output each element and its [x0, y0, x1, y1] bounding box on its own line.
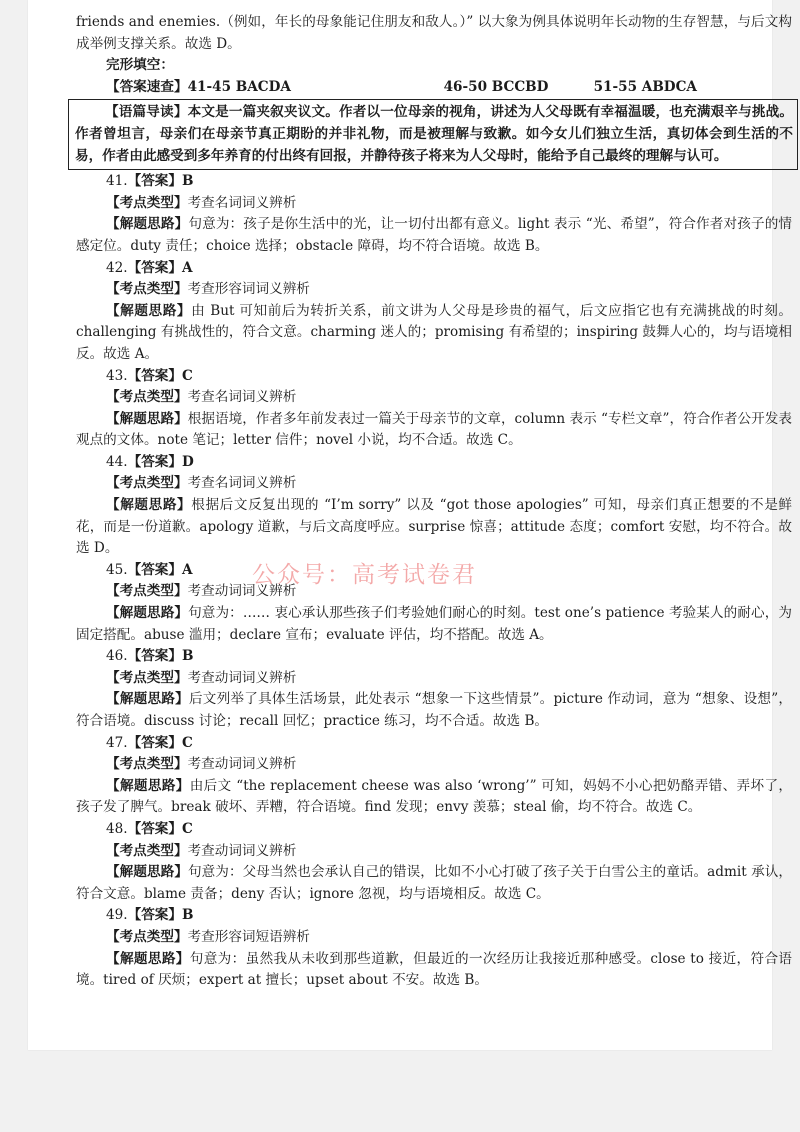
question-type-line: [76, 841, 792, 863]
answer-key-41-45: 41-45 BACDA: [187, 78, 291, 95]
answer-quick-check: [106, 77, 792, 99]
question-type-label: 【考点类型】: [106, 475, 188, 492]
approach-text: 由 But 可知前后为转折关系，前文讲为人父母是珍贵的福气，后文应指它也有充满挑战的时刻。challenging 有挑战性的，符合文意。charming 迷人的；promising 有希望的；inspiring 鼓舞人心的，均与语境相反。故选 A。: [76, 302, 792, 362]
approach-paragraph: [76, 495, 792, 560]
answer-label: 【答案】: [127, 907, 182, 924]
answer-label: 【答案】: [127, 648, 182, 665]
question-type: 考查形容词词义辨析: [187, 281, 310, 298]
approach-paragraph: [76, 949, 792, 992]
answer-line: [76, 819, 792, 841]
question-type-line: [76, 193, 792, 215]
answer-value: A: [182, 561, 193, 578]
document-page: [28, 0, 794, 1050]
approach-paragraph: [76, 409, 792, 452]
question-number: 43.: [106, 367, 128, 384]
answer-line: [76, 258, 792, 280]
question-item: [76, 258, 792, 366]
answer-line: [76, 366, 792, 388]
section-title: 完形填空：: [106, 57, 174, 74]
approach-label: 【解题思路】: [106, 691, 189, 708]
answer-line: [76, 171, 792, 193]
question-type-label: 【考点类型】: [106, 842, 188, 859]
answer-value: A: [182, 259, 193, 276]
answer-key-46-50: 46-50 BCCBD: [443, 78, 549, 95]
question-type-label: 【考点类型】: [106, 669, 188, 686]
watermark: 公众号：高考试卷君: [252, 562, 477, 588]
question-type-line: [76, 927, 792, 949]
answer-label: 【答案】: [127, 734, 182, 751]
question-type-label: 【考点类型】: [106, 389, 188, 406]
answer-line: [76, 733, 792, 755]
question-type: 考查名词词义辨析: [187, 194, 297, 211]
answer-label: 【答案】: [127, 820, 182, 837]
approach-label: 【解题思路】: [106, 864, 188, 881]
approach-label: 【解题思路】: [106, 950, 190, 967]
answer-value: B: [182, 648, 194, 665]
question-type: 考查名词词义辨析: [187, 389, 297, 406]
question-type-label: 【考点类型】: [106, 281, 188, 298]
question-type-label: 【考点类型】: [106, 756, 188, 773]
approach-label: 【解题思路】: [106, 497, 192, 514]
answer-value: B: [182, 173, 194, 190]
approach-text: 由后文 “the replacement cheese was also ‘wrong’” 可知，妈妈不小心把奶酪弄错、弄坏了，孩子发了脾气。break 破坏、弄糟，符合语境。find 发现；envy 羡慕；steal 偷，均不符合。故选 C。: [76, 777, 793, 816]
question-item: [76, 733, 792, 819]
passage-guide-box: [68, 99, 798, 170]
approach-text: 句意为：孩子是你生活中的光，让一切付出都有意义。light 表示 “光、希望”，符合作者对孩子的情感定位。duty 责任；choice 选择；obstacle 障碍，均不符合语境。故选 B。: [76, 216, 793, 254]
approach-text: 后文列举了具体生活场景，此处表示 “想象一下这些情景”。picture 作动词，意为 “想象、设想”，符合语境。discuss 讨论；recall 回忆；practice 练习，均不合适。故选 B。: [76, 691, 793, 729]
approach-label: 【解题思路】: [106, 216, 189, 233]
answer-key-51-55: 51-55 ABDCA: [593, 78, 697, 95]
approach-label: 【解题思路】: [106, 302, 192, 319]
answer-line: [76, 905, 792, 927]
answer-quick-check-label: 【答案速查】: [106, 78, 188, 95]
question-item: [76, 819, 792, 905]
question-type-line: [76, 754, 792, 776]
question-number: 45.: [106, 561, 128, 578]
passage-guide-text: 本文是一篇夹叙夹议文。作者以一位母亲的视角，讲述为人父母既有幸福温暖，也充满艰辛与挑战。作者曾坦言，母亲们在母亲节真正期盼的并非礼物，而是被理解与致歉。如今女儿们独立生活，真切体会到生活的不易，作者由此感受到多年养育的付出终有回报，并静待孩子将来为人父母时，能给予自己最终的理解与认可。: [75, 104, 794, 164]
answer-value: C: [182, 367, 193, 384]
approach-label: 【解题思路】: [106, 410, 188, 427]
question-number: 47.: [106, 734, 128, 751]
question-item: [76, 646, 792, 732]
answer-value: B: [182, 907, 194, 924]
document-content: [76, 12, 792, 992]
question-number: 49.: [106, 907, 128, 924]
question-item: [76, 171, 792, 257]
approach-text: 句意为：父母当然也会承认自己的错误，比如不小心打破了孩子关于白雪公主的童话。admit 承认，符合文意。blame 责备；deny 否认；ignore 忽视，均与语境相反。故选 C。: [76, 864, 793, 902]
answer-value: C: [182, 820, 193, 837]
approach-paragraph: [76, 689, 792, 732]
question-type: 考查动词词义辨析: [187, 669, 297, 686]
passage-guide-label: 【语篇导读】: [105, 104, 188, 121]
answer-value: C: [182, 734, 193, 751]
question-type-label: 【考点类型】: [106, 194, 188, 211]
approach-label: 【解题思路】: [106, 605, 189, 622]
question-number: 44.: [106, 453, 128, 470]
question-type-line: [76, 279, 792, 301]
question-number: 46.: [106, 648, 128, 665]
question-type-label: 【考点类型】: [106, 583, 188, 600]
question-type: 考查形容词短语辨析: [187, 928, 310, 945]
intro-paragraph: friends and enemies.（例如，年长的母象能记住朋友和敌人。）” 以大象为例具体说明年长动物的生存智慧，与后文构成举例支撑关系。故选 D。: [76, 14, 792, 52]
question-type-line: [76, 387, 792, 409]
question-type-label: 【考点类型】: [106, 928, 188, 945]
approach-label: 【解题思路】: [106, 777, 190, 794]
answer-label: 【答案】: [127, 453, 182, 470]
answer-line: [76, 452, 792, 474]
approach-text: 根据语境，作者多年前发表过一篇关于母亲节的文章，column 表示 “专栏文章”，符合作者公开发表观点的文体。note 笔记；letter 信件；novel 小说，均不合适。故选 C。: [76, 410, 792, 449]
question-type: 考查动词词义辨析: [187, 842, 297, 859]
approach-text: 根据后文反复出现的 “I’m sorry” 以及 “got those apologies” 可知，母亲们真正想要的不是鲜花，而是一份道歉。apology 道歉，与后文高度呼应。surprise 惊喜；attitude 态度；comfort 安慰，均不符合。故选 D。: [76, 497, 793, 557]
question-item: [76, 905, 792, 991]
question-type: 考查动词词义辨析: [187, 756, 297, 773]
approach-paragraph: [76, 603, 792, 646]
approach-text: 句意为：…… 衷心承认那些孩子们考验她们耐心的时刻。test one’s patience 考验某人的耐心，为固定搭配。abuse 滥用；declare 宣布；evaluate 评估，均不搭配。故选 A。: [76, 605, 793, 643]
question-number: 42.: [106, 259, 128, 276]
question-type-line: [76, 473, 792, 495]
question-type-line: [76, 668, 792, 690]
approach-text: 句意为：虽然我从未收到那些道歉，但最近的一次经历让我接近那种感受。close to 接近，符合语境。tired of 厌烦；expert at 擅长；upset about 不安。故选 B。: [76, 950, 793, 989]
question-type: 考查动词词义辨析: [187, 583, 297, 600]
answer-label: 【答案】: [127, 173, 182, 190]
question-type: 考查名词词义辨析: [187, 475, 297, 492]
question-number: 41.: [106, 173, 128, 190]
approach-paragraph: [76, 776, 792, 819]
answer-label: 【答案】: [127, 367, 182, 384]
approach-paragraph: [76, 862, 792, 905]
question-number: 48.: [106, 820, 128, 837]
approach-paragraph: [76, 301, 792, 366]
answer-value: D: [182, 453, 194, 470]
passage-guide: [75, 102, 793, 167]
question-item: [76, 452, 792, 560]
answer-label: 【答案】: [127, 259, 182, 276]
question-item: [76, 366, 792, 452]
answer-label: 【答案】: [127, 561, 182, 578]
answer-line: [76, 646, 792, 668]
approach-paragraph: [76, 214, 792, 257]
